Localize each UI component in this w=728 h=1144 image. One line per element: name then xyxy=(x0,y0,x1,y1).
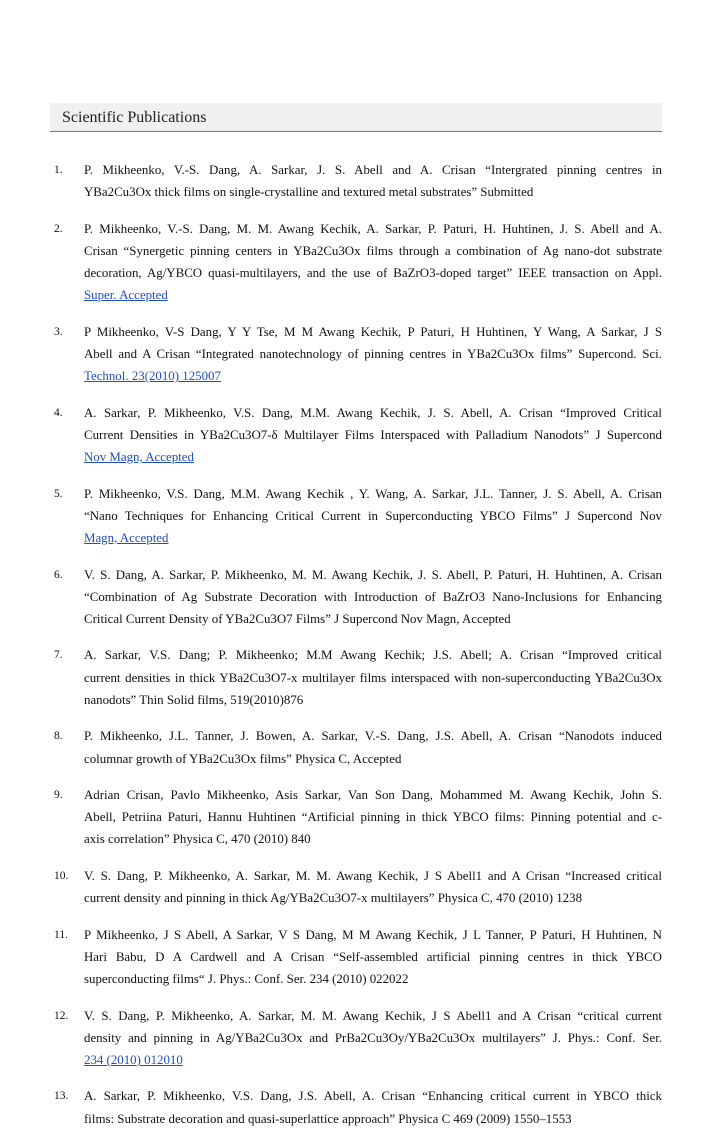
citation-line: P Mikheenko, J S Abell, A Sarkar, V S Dang, M M Awang Kechik, J L Tanner, P Paturi, H Huhtinen, N xyxy=(84,927,662,942)
publication-item xyxy=(50,564,662,631)
citation-line: density and pinning in Ag/YBa2Cu3Ox and PrBa2Cu3Oy/YBa2Cu3Ox multilayers” J. Phys.: Conf. Ser. xyxy=(84,1030,662,1045)
citation-line: P. Mikheenko, J.L. Tanner, J. Bowen, A. Sarkar, V.-S. Dang, J.S. Abell, A. Crisan “Nanodots induced xyxy=(84,729,662,744)
citation-line: Abell, Petriina Paturi, Hannu Huhtinen “Artificial pinning in thick YBCO films: Pinning potential and c- xyxy=(84,810,662,825)
citation-line: “Combination of Ag Substrate Decoration with Introduction of BaZrO3 Nano-Inclusions for Enhancing xyxy=(84,589,662,604)
publication-item xyxy=(50,1085,662,1129)
publication-item xyxy=(50,483,662,550)
publication-item xyxy=(50,725,662,769)
item-number: 10. xyxy=(54,869,69,882)
citation-line: YBa2Cu3Ox thick films on single-crystalline and textured metal substrates” Submitted xyxy=(84,185,534,200)
citation-line: P. Mikheenko, V.-S. Dang, M. M. Awang Kechik, A. Sarkar, P. Paturi, H. Huhtinen, J. S. Abell and A. xyxy=(84,221,662,236)
citation-line: V. S. Dang, P. Mikheenko, A. Sarkar, M. M. Awang Kechik, J S Abell1 and A Crisan “Increased critical xyxy=(84,868,662,883)
publication-item xyxy=(50,924,662,991)
item-number: 8. xyxy=(54,730,63,743)
item-number: 9. xyxy=(54,789,63,802)
publication-item xyxy=(50,218,662,307)
citation-line: Critical Current Density of YBa2Cu3O7 Films” J Supercond Nov Magn, Accepted xyxy=(84,611,511,626)
section-title: Scientific Publications xyxy=(62,109,207,126)
item-number: 7. xyxy=(54,649,63,662)
citation-line: P Mikheenko, V-S Dang, Y Y Tse, M M Awang Kechik, P Paturi, H Huhtinen, Y Wang, A Sarkar, J S xyxy=(84,324,662,339)
citation-line: V. S. Dang, P. Mikheenko, A. Sarkar, M. M. Awang Kechik, J S Abell1 and A Crisan “critical current xyxy=(84,1008,662,1023)
citation-line: Hari Babu, D A Cardwell and A Crisan “Self-assembled artificial pinning centres in thick YBCO xyxy=(84,949,662,964)
publication-item xyxy=(50,321,662,388)
item-number: 2. xyxy=(54,222,63,235)
publication-item xyxy=(50,644,662,711)
citation-line: A. Sarkar, P. Mikheenko, V.S. Dang, M.M. Awang Kechik, J. S. Abell, A. Crisan “Improved Critical xyxy=(84,405,662,420)
citation-line: nanodots” Thin Solid films, 519(2010)876 xyxy=(84,692,304,707)
citation-line: Adrian Crisan, Pavlo Mikheenko, Asis Sarkar, Van Son Dang, Mohammed M. Awang Kechik, John S. xyxy=(84,788,662,803)
publication-item xyxy=(50,402,662,469)
item-number: 12. xyxy=(54,1009,69,1022)
citation-line: P. Mikheenko, V.S. Dang, M.M. Awang Kechik , Y. Wang, A. Sarkar, J.L. Tanner, J. S. Abell, A. Crisan xyxy=(84,486,662,501)
section-header xyxy=(50,103,662,132)
citation-line: Crisan “Synergetic pinning centers in YBa2Cu3Ox films through a combination of Ag nano-dot substrate xyxy=(84,243,662,258)
citation-line: columnar growth of YBa2Cu3Ox films” Physica C, Accepted xyxy=(84,751,402,766)
citation-line: decoration, Ag/YBCO quasi-multilayers, and the use of BaZrO3-doped target” IEEE transaction on Appl. xyxy=(84,266,662,281)
citation-line: current density and pinning in thick Ag/YBa2Cu3O7-x multilayers” Physica C, 470 (2010) 1238 xyxy=(84,891,583,906)
item-number: 6. xyxy=(54,568,63,581)
citation-link[interactable]: Nov Magn, Accepted xyxy=(84,450,194,465)
citation-link[interactable]: Super. Accepted xyxy=(84,288,168,303)
publication-item xyxy=(50,865,662,909)
publication-item xyxy=(50,1005,662,1072)
citation-link[interactable]: Technol. 23(2010) 125007 xyxy=(84,369,221,384)
item-number: 5. xyxy=(54,487,63,500)
citation-line: A. Sarkar, V.S. Dang; P. Mikheenko; M.M Awang Kechik; J.S. Abell; A. Crisan “Improved critical xyxy=(84,648,662,663)
citation-line: Current Densities in YBa2Cu3O7-δ Multilayer Films Interspaced with Palladium Nanodots” J Supercond xyxy=(84,427,662,442)
publication-item xyxy=(50,784,662,851)
citation-line: superconducting films“ J. Phys.: Conf. Ser. 234 (2010) 022022 xyxy=(84,972,409,987)
item-number: 13. xyxy=(54,1090,69,1103)
citation-link[interactable]: Magn, Accepted xyxy=(84,531,169,546)
citation-line: current densities in thick YBa2Cu3O7-x multilayer films interspaced with non-superconducting YBa2Cu3Ox xyxy=(84,670,662,685)
citation-line: Abell and A Crisan “Integrated nanotechnology of pinning centres in YBa2Cu3Ox films” Supercond. Sci. xyxy=(84,347,662,362)
citation-link[interactable]: 234 (2010) 012010 xyxy=(84,1052,183,1067)
item-number: 11. xyxy=(54,928,68,941)
citation-line: V. S. Dang, A. Sarkar, P. Mikheenko, M. M. Awang Kechik, J. S. Abell, P. Paturi, H. Huhtinen, A. Crisan xyxy=(84,567,662,582)
item-number: 4. xyxy=(54,406,63,419)
citation-line: axis correlation” Physica C, 470 (2010) 840 xyxy=(84,832,311,847)
citation-line: P. Mikheenko, V.-S. Dang, A. Sarkar, J. S. Abell and A. Crisan “Intergrated pinning centres in xyxy=(84,163,662,177)
citation-line: films: Substrate decoration and quasi-superlattice approach” Physica C 469 (2009) 1550–1553 xyxy=(84,1111,572,1126)
publication-list xyxy=(50,159,662,1144)
item-number: 3. xyxy=(54,325,63,338)
citation-line: A. Sarkar, P. Mikheenko, V.S. Dang, J.S. Abell, A. Crisan “Enhancing critical current in YBCO thick xyxy=(84,1089,662,1104)
citation-line: “Nano Techniques for Enhancing Critical Current in Superconducting YBCO Films” J Supercond Nov xyxy=(84,508,662,523)
item-number: 1. xyxy=(54,164,63,176)
publication-item xyxy=(50,159,662,203)
